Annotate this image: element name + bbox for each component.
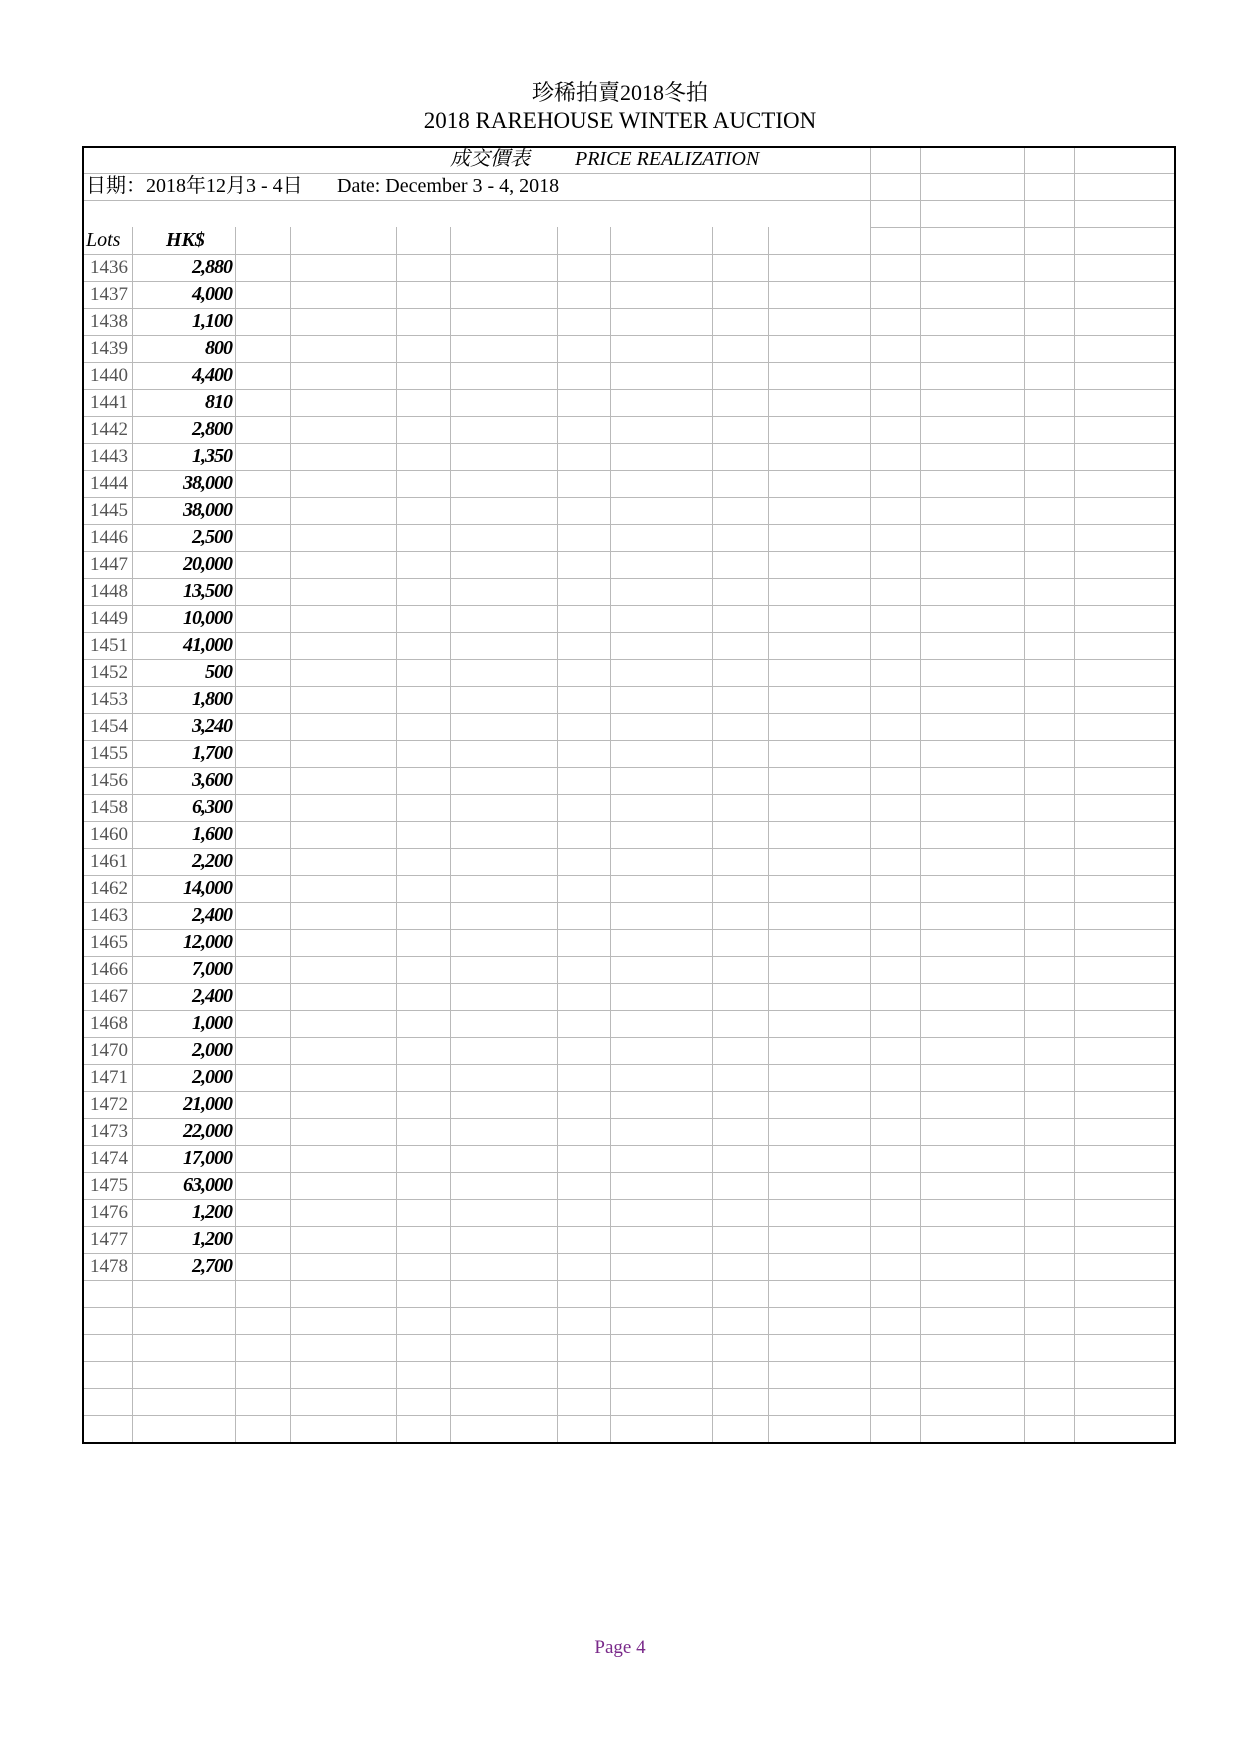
hammer-price: 6,300 [192, 796, 232, 818]
table-heading-english: PRICE REALIZATION [575, 148, 760, 170]
hammer-price: 17,000 [183, 1147, 232, 1169]
hammer-price: 12,000 [183, 931, 232, 953]
lot-number: 1454 [90, 716, 128, 737]
hammer-price: 2,400 [192, 985, 232, 1007]
hammer-price: 2,000 [192, 1066, 232, 1088]
lot-number: 1455 [90, 743, 128, 764]
lot-number: 1447 [90, 554, 128, 575]
lot-number: 1456 [90, 770, 128, 791]
lot-number: 1471 [90, 1067, 128, 1088]
hammer-price: 1,200 [192, 1201, 232, 1223]
lot-number: 1437 [90, 284, 128, 305]
lot-number: 1476 [90, 1202, 128, 1223]
lot-number: 1451 [90, 635, 128, 656]
lots-column-header: Lots [86, 229, 121, 251]
hammer-price: 38,000 [183, 499, 232, 521]
lot-number: 1461 [90, 851, 128, 872]
hammer-price: 2,500 [192, 526, 232, 548]
hammer-price: 500 [205, 661, 232, 683]
hammer-price: 1,800 [192, 688, 232, 710]
hammer-price: 21,000 [183, 1093, 232, 1115]
lot-number: 1452 [90, 662, 128, 683]
hammer-price: 10,000 [183, 607, 232, 629]
auction-date-chinese: 日期：2018年12月3 - 4日 [86, 175, 303, 197]
lot-number: 1440 [90, 365, 128, 386]
price-realization-table [82, 146, 1176, 1444]
lot-number: 1474 [90, 1148, 128, 1169]
hammer-price: 63,000 [183, 1174, 232, 1196]
lot-number: 1444 [90, 473, 128, 494]
document-title-english: 2018 RAREHOUSE WINTER AUCTION [423, 108, 817, 133]
hammer-price: 1,000 [192, 1012, 232, 1034]
lot-number: 1478 [90, 1256, 128, 1277]
lot-number: 1460 [90, 824, 128, 845]
hammer-price: 4,400 [192, 364, 232, 386]
hammer-price: 1,200 [192, 1228, 232, 1250]
hammer-price: 800 [205, 337, 232, 359]
lot-number: 1473 [90, 1121, 128, 1142]
hammer-price: 2,880 [192, 256, 232, 278]
lot-number: 1439 [90, 338, 128, 359]
hammer-price: 1,100 [192, 310, 232, 332]
lot-number: 1436 [90, 257, 128, 278]
hammer-price: 3,240 [192, 715, 232, 737]
hammer-price: 38,000 [183, 472, 232, 494]
table-border [82, 146, 1176, 1444]
lot-number: 1446 [90, 527, 128, 548]
hammer-price: 14,000 [183, 877, 232, 899]
lot-number: 1472 [90, 1094, 128, 1115]
hammer-price: 2,400 [192, 904, 232, 926]
lot-number: 1445 [90, 500, 128, 521]
lot-number: 1448 [90, 581, 128, 602]
lot-number: 1467 [90, 986, 128, 1007]
hammer-price: 41,000 [183, 634, 232, 656]
hammer-price: 4,000 [192, 283, 232, 305]
hammer-price: 20,000 [183, 553, 232, 575]
lot-number: 1458 [90, 797, 128, 818]
lot-number: 1438 [90, 311, 128, 332]
lot-number: 1441 [90, 392, 128, 413]
hammer-price: 3,600 [192, 769, 232, 791]
lot-number: 1465 [90, 932, 128, 953]
hammer-price: 13,500 [183, 580, 232, 602]
document-title-chinese: 珍稀拍賣2018冬拍 [531, 80, 708, 105]
hammer-price: 1,600 [192, 823, 232, 845]
auction-date-english: Date: December 3 - 4, 2018 [337, 175, 560, 197]
hammer-price: 2,800 [192, 418, 232, 440]
lot-number: 1442 [90, 419, 128, 440]
lot-number: 1466 [90, 959, 128, 980]
hammer-price: 7,000 [192, 958, 232, 980]
hammer-price: 2,000 [192, 1039, 232, 1061]
lot-number: 1468 [90, 1013, 128, 1034]
page-number: Page 4 [594, 1637, 646, 1658]
table-heading-chinese: 成交價表 [450, 148, 530, 170]
hammer-price: 2,700 [192, 1255, 232, 1277]
lot-number: 1449 [90, 608, 128, 629]
hammer-price: 1,350 [192, 445, 232, 467]
lot-number: 1470 [90, 1040, 128, 1061]
hammer-price: 810 [205, 391, 232, 413]
lot-number: 1475 [90, 1175, 128, 1196]
hammer-price: 22,000 [183, 1120, 232, 1142]
lot-number: 1453 [90, 689, 128, 710]
lot-number: 1477 [90, 1229, 128, 1250]
lot-number: 1463 [90, 905, 128, 926]
lot-number: 1443 [90, 446, 128, 467]
price-column-header: HK$ [166, 229, 205, 251]
lot-number: 1462 [90, 878, 128, 899]
hammer-price: 1,700 [192, 742, 232, 764]
hammer-price: 2,200 [192, 850, 232, 872]
